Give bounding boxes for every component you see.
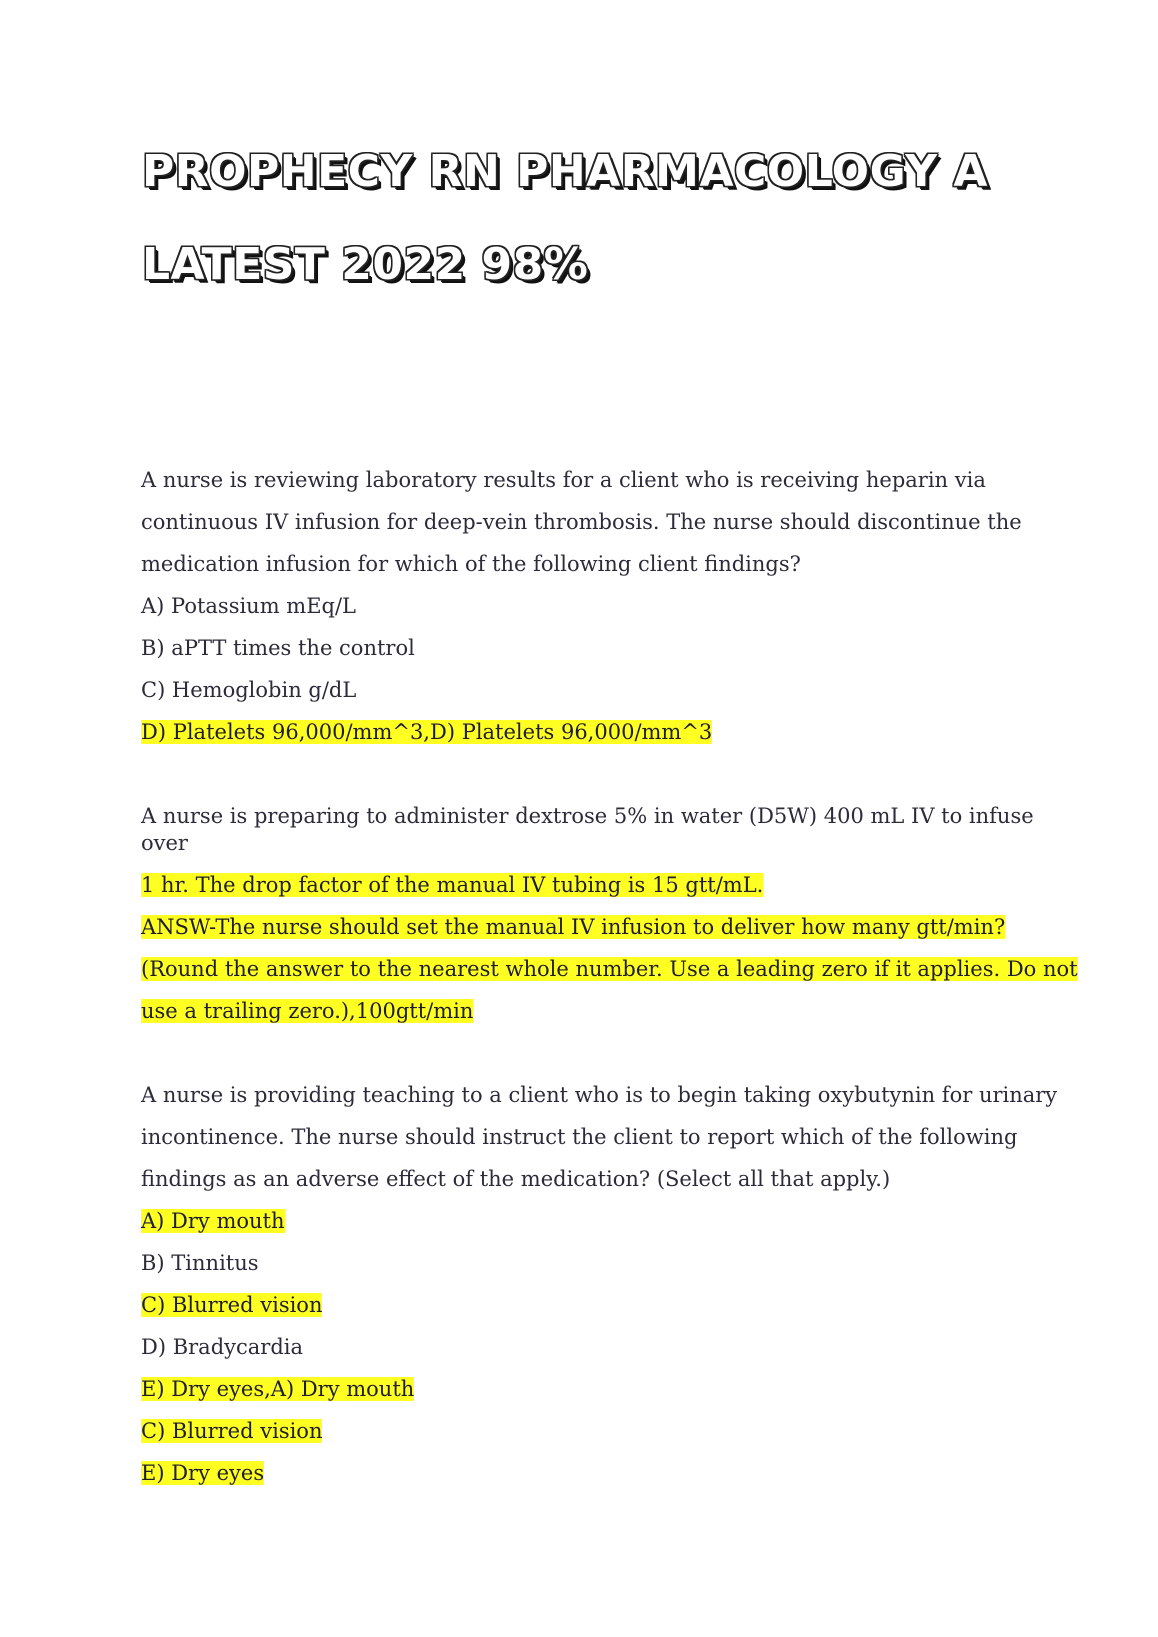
document-title-line-2: LATEST 2022 98% [142,239,589,290]
question-3-option-d: D) Bradycardia [141,1335,304,1359]
question-3-stem-line-1: A nurse is providing teaching to a client who is to begin taking oxybutynin for urinary [141,1083,1058,1107]
question-1-answer: D) Platelets 96,000/mm^3,D) Platelets 96,000/mm^3 [141,720,713,744]
question-1-option-c: C) Hemoglobin g/dL [141,678,357,702]
question-1-stem-line-2: continuous IV infusion for deep-vein thrombosis. The nurse should discontinue the [141,510,1022,534]
question-1-stem-line-1: A nurse is reviewing laboratory results for a client who is receiving heparin via [141,468,986,492]
question-3 [141,1081,1058,1501]
question-3-stem-line-3: findings as an adverse effect of the medication? (Select all that apply.) [141,1167,891,1191]
question-3-option-a: A) Dry mouth [141,1209,285,1233]
document-title-line-1: PROPHECY RN PHARMACOLOGY A [142,146,988,197]
question-1-stem-line-3: medication infusion for which of the following client findings? [141,552,801,576]
document-body [141,466,1078,1501]
question-3-stem-line-2: incontinence. The nurse should instruct the client to report which of the following [141,1125,1018,1149]
question-3-answer-line-1: E) Dry eyes,A) Dry mouth [141,1377,415,1401]
question-2-stem-line-2: over [141,831,188,855]
question-2-stem-line-1: A nurse is preparing to administer dextrose 5% in water (D5W) 400 mL IV to infuse [141,804,1034,828]
spacer [141,1039,1021,1081]
question-2-highlight-line-1: 1 hr. The drop factor of the manual IV tubing is 15 gtt/mL. [141,873,764,897]
question-1-option-b: B) aPTT times the control [141,636,415,660]
question-1-option-a: A) Potassium mEq/L [141,594,357,618]
question-3-answer-line-2: C) Blurred vision [141,1419,323,1443]
question-2-highlight-line-2: ANSW-The nurse should set the manual IV infusion to deliver how many gtt/min? [141,915,1006,939]
question-2-highlight-line-3: (Round the answer to the nearest whole number. Use a leading zero if it applies. Do not [141,957,1078,981]
question-2 [141,802,1078,1039]
question-3-answer-line-3: E) Dry eyes [141,1461,265,1485]
question-3-option-b: B) Tinnitus [141,1251,259,1275]
question-2-highlight-line-4: use a trailing zero.),100gtt/min [141,999,474,1023]
question-1 [141,466,1021,760]
spacer [141,760,1021,802]
question-3-option-c: C) Blurred vision [141,1293,323,1317]
